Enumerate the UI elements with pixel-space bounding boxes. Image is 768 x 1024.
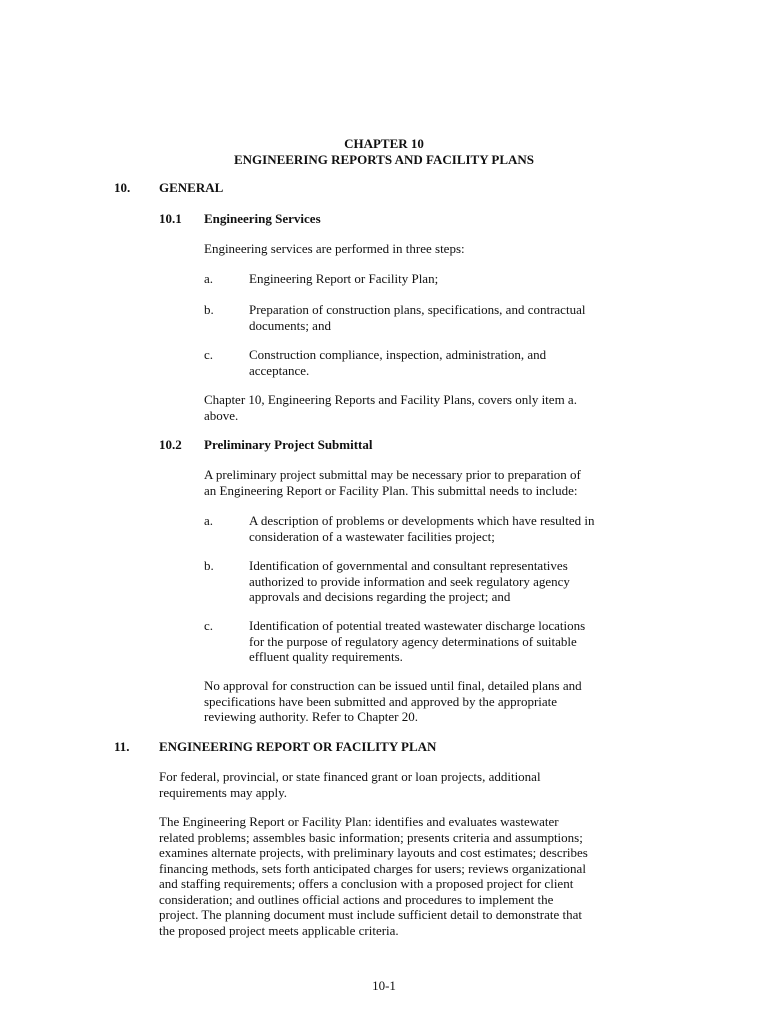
section-11-paragraph-1: For federal, provincial, or state financed grant or loan projects, additional requirements may apply. — [159, 769, 541, 800]
subsection-10-1-heading: Engineering Services — [204, 211, 321, 226]
list-item-marker: c. — [204, 618, 214, 633]
subsection-10-1-note: Chapter 10, Engineering Reports and Facility Plans, covers only item a. above. — [204, 392, 577, 423]
chapter-title: ENGINEERING REPORTS AND FACILITY PLANS — [233, 152, 535, 167]
subsection-10-2-number: 10.2 — [159, 437, 182, 452]
list-item-marker: a. — [204, 513, 214, 528]
list-item-marker: b. — [204, 558, 214, 573]
list-item-text: Engineering Report or Facility Plan; — [249, 271, 439, 286]
section-11-number: 11. — [114, 739, 130, 754]
section-11-heading: ENGINEERING REPORT OR FACILITY PLAN — [159, 739, 437, 754]
section-10-number: 10. — [114, 180, 131, 195]
section-10-heading: GENERAL — [159, 180, 224, 195]
page-number: 10-1 — [372, 978, 396, 993]
subsection-10-2-heading: Preliminary Project Submittal — [204, 437, 373, 452]
list-item-text: Construction compliance, inspection, administration, and acceptance. — [249, 347, 547, 378]
list-item-text: A description of problems or developments which have resulted in consideration of a wastewater facilities project; — [249, 513, 595, 544]
list-item-text: Preparation of construction plans, specifications, and contractual documents; and — [249, 302, 586, 333]
subsection-10-2-closing: No approval for construction can be issued until final, detailed plans and specifications have been submitted and approved by the appropriate reviewing authority. Refer to Chapter 20. — [204, 678, 582, 724]
subsection-10-2-intro: A preliminary project submittal may be necessary prior to preparation of an Engineering Report or Facility Plan. This submittal needs to include: — [204, 467, 581, 498]
list-item-text: Identification of governmental and consultant representatives authorized to provide information and seek regulatory agency approvals and decisions regarding the project; and — [249, 558, 570, 604]
list-item-marker: b. — [204, 302, 214, 317]
subsection-10-1-number: 10.1 — [159, 211, 182, 226]
list-item-text: Identification of potential treated wastewater discharge locations for the purpose of regulatory agency determinations of suitable effluent quality requirements. — [249, 618, 586, 664]
list-item-marker: a. — [204, 271, 214, 286]
subsection-10-1-intro: Engineering services are performed in three steps: — [204, 241, 465, 256]
list-item-marker: c. — [204, 347, 214, 362]
chapter-number: CHAPTER 10 — [344, 136, 424, 151]
section-11-paragraph-2: The Engineering Report or Facility Plan: identifies and evaluates wastewater related problems; assembles basic information; presents criteria and assumptions; examines alternate projects, with preliminary layouts and cost estimates; describes financing methods, sets forth anticipated charges for users; reviews organizational and staffing requirements; offers a conclusion with a proposed project for client consideration; and outlines official actions and procedures to implement the project. The planning document must include sufficient detail to demonstrate that the proposed project meets applicable criteria. — [159, 814, 588, 938]
